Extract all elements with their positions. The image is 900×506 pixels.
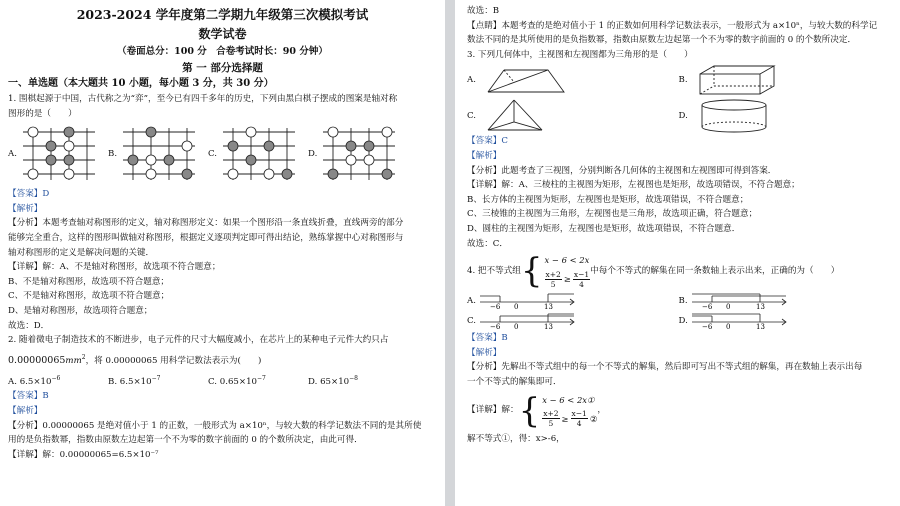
q4-option-a [467, 291, 679, 311]
q4-label-c: C. [467, 316, 477, 327]
q2-exp-a: −6 [51, 374, 61, 382]
exam-info: （卷面总分：100 分 合卷考试时长：90 分钟） [117, 46, 328, 57]
q4-detail-frac2-den: 4 [576, 419, 582, 429]
q4-stem-post: 中每个不等式的解集在同一条数轴上表示出来，正确的为（ ） [590, 265, 840, 276]
q3-answer: 【答案】C [467, 136, 508, 147]
q2-mant-a: 6.5×10 [19, 376, 52, 387]
q2-mant-b: 6.5×10 [119, 376, 152, 387]
q3-option-b [679, 64, 891, 96]
q4-label-b: B. [678, 296, 688, 307]
q4-fenxi-2: 一个不等式的解集即可． [467, 376, 562, 387]
q2-label-c: C. [208, 376, 218, 387]
q4-ineq1: x − 6 < 2x [544, 255, 590, 266]
cuboid-icon [696, 64, 786, 96]
q4-detail-frac2 [571, 409, 588, 428]
q1-option-b [108, 126, 208, 182]
q2-mant-d: 65×10 [320, 376, 350, 387]
q4-geq: ≥ [563, 274, 571, 285]
q2-value: 0.00000065 [8, 354, 66, 366]
q1-conclusion: 故选：D． [8, 320, 50, 331]
q4-frac1-den: 5 [550, 279, 556, 289]
q4-options-row2 [467, 311, 890, 331]
q4-a-tick-13: 13 [543, 303, 553, 311]
q4-d-tick-13: 13 [755, 323, 765, 331]
q4-frac2-den: 4 [579, 279, 584, 289]
q3-label-b: B. [678, 75, 688, 86]
q4-d-tick-0: 0 [725, 323, 731, 331]
q2-fenxi-2: 用的是负指数幂，指数由原数左边起第一个不为零的数字前面的 0 的个数所决定，由此可得． [8, 435, 363, 446]
q4-label-d: D. [678, 316, 688, 327]
q2-jiexi: 【解析】 [8, 406, 43, 417]
brace-icon-2: { [518, 390, 541, 431]
number-line-a-icon [478, 292, 578, 310]
q4-detail-comma: ， [597, 405, 606, 416]
q3-option-a [467, 64, 679, 96]
q2-option-b [108, 371, 208, 390]
q2-fenxi-1: 【分析】0.00000065 是绝对值小于 1 的正数，一般形式为 a×10ⁿ，与较大数的科学记数法不同的是其所使 [8, 420, 422, 431]
q4-option-c [467, 311, 679, 331]
go-board-d-icon [319, 126, 399, 182]
exam-title: 2023-2024 学年度第二学期九年级第三次模拟考试 [76, 7, 369, 22]
q4-b-tick-m6: −6 [701, 303, 712, 311]
q4-system-lines [545, 253, 591, 289]
q1-detail-d: D、是轴对称图形，故选项符合题意； [8, 305, 153, 316]
q1-option-c [208, 126, 308, 182]
q2-option-d [308, 371, 408, 390]
q3-fenxi: 【分析】此题考查了三视图，分别判断各几何体的主视图和左视图即可得到答案． [467, 165, 777, 176]
q3-option-c [467, 98, 679, 134]
q4-solve-1: 解不等式①，得：x>-6， [467, 433, 565, 444]
q4-detail-lines [542, 393, 597, 429]
q4-detail-ineq1: x − 6 < 2x① [542, 394, 595, 405]
q4-frac2-num: x−1 [573, 269, 590, 279]
q2-label-a: A. [8, 376, 17, 387]
q1-option-a [8, 126, 108, 182]
q4-detail-frac1 [542, 409, 559, 428]
q2-answer: 【答案】B [8, 391, 49, 402]
q4-c-tick-m6: −6 [490, 323, 501, 331]
q1-stem-line2: 图形的是（ ） [8, 108, 77, 119]
q4-frac1-num: x+2 [545, 269, 561, 279]
q4-frac1 [545, 270, 562, 289]
part-heading: 第 一 部分选择题 [182, 62, 263, 74]
q3-detail-d: D、圆柱的主视图为矩形，左视图也是矩形，故选项错误，不符合题意． [467, 223, 741, 234]
q3-label-a: A. [467, 75, 476, 86]
q4-c-tick-0: 0 [514, 323, 519, 331]
q4-detail-frac1-num: x+2 [543, 409, 559, 419]
q4-d-tick-m6: −6 [701, 323, 713, 331]
cylinder-icon [696, 98, 786, 134]
q2-label-d: D. [308, 376, 318, 387]
section-heading: 一、单选题（本大题共 10 小题，每小题 3 分，共 30 分） [8, 78, 274, 89]
q4-detail-geq: ≥ [561, 413, 569, 424]
go-board-a-icon [19, 126, 99, 182]
q3-label-c: C. [467, 111, 477, 122]
q4-option-d [679, 311, 891, 331]
q4-a-tick-m6: −6 [489, 303, 501, 311]
q1-detail-b: B、不是轴对称图形，故选项不符合题意； [8, 276, 170, 287]
q1-label-d: D. [308, 149, 318, 160]
q3-label-d: D. [678, 111, 688, 122]
q3-option-d [679, 98, 891, 134]
q4-label-a: A. [467, 296, 476, 307]
q4-option-b [679, 291, 891, 311]
number-line-d-icon [690, 312, 790, 330]
q1-fenxi-2: 能够完全重合，这样的图形叫做轴对称图形，根据定义逐项判定即可得出结论，熟练掌握中心对称图形与 [8, 232, 404, 243]
q3-jiexi: 【解析】 [467, 150, 502, 161]
document-page-left [0, 0, 445, 506]
number-line-c-icon [478, 312, 578, 330]
q2-label-b: B. [108, 376, 118, 387]
q4-detail-label: 【详解】解： [467, 405, 519, 416]
q3-stem: 3. 下列几何体中，主视图和左视图都为三角形的是（ ） [467, 49, 693, 60]
q1-jiexi: 【解析】 [8, 203, 43, 214]
q2-stem-line2 [8, 348, 437, 371]
q4-b-tick-0: 0 [725, 303, 731, 311]
q4-detail-ineq2 [542, 409, 597, 428]
q2-detail: 【详解】解：0.00000065=6.5×10⁻⁷ [8, 449, 159, 460]
q3-detail-c: C、三棱锥的主视图为三角形，左视图也是三角形，故选项正确，符合题意； [467, 209, 758, 220]
go-board-c-icon [219, 126, 299, 182]
q4-system [520, 251, 590, 292]
q2-exp-b: −7 [151, 374, 161, 382]
q4-b-tick-13: 13 [755, 303, 765, 311]
triangular-prism-icon [484, 64, 574, 96]
q4-detail-frac2-num: x−1 [571, 409, 587, 419]
q4-c-tick-13: 13 [544, 323, 553, 331]
q2-dianjing-1: 【点睛】本题考查的是绝对值小于 1 的正数如何用科学记数法表示，一般形式为 a×10ⁿ，与较大数的科学记 [467, 20, 878, 31]
q1-detail-c: C、不是轴对称图形，故选项不符合题意； [8, 291, 170, 302]
q1-answer: 【答案】D [8, 189, 50, 200]
q3-detail-b: B、长方体的主视图为矩形，左视图也是矩形，故选项错误，不符合题意； [467, 194, 749, 205]
q3-options-row1 [467, 62, 890, 98]
q2-exp-d: −8 [349, 374, 358, 382]
q4-answer: 【答案】B [467, 333, 508, 344]
page-gap [445, 0, 455, 506]
q4-jiexi: 【解析】 [467, 347, 502, 358]
q3-detail: 【详解】解：A、三棱柱的主视图为矩形，左视图也是矩形，故选项错误，不符合题意； [467, 180, 800, 191]
q4-detail-frac1-den: 5 [548, 419, 554, 429]
q4-stem-pre: 4. 把不等式组 [467, 265, 521, 276]
q2-dianjing-2: 数法不同的是其所使用的是负指数幂，指数由原数左边起第一个不为零的数字前面的 0 的个数所决定． [467, 35, 857, 46]
q2-stem-rest: ，将 0.00000065 用科学记数法表示为( ) [85, 355, 262, 366]
q4-fenxi-1: 【分析】先解出不等式组中的每一个不等式的解集，然后即可写出不等式组的解集，再在数轴上表示出每 [467, 362, 863, 373]
brace-icon: { [520, 251, 543, 292]
q4-detail-system [518, 390, 598, 431]
q2-option-a [8, 371, 108, 390]
q1-stem-line1: 1. 围棋起源于中国，古代称之为“弈”，至今已有四千多年的历史，下列由黑白棋子摆成的图案是轴对称 [8, 94, 398, 104]
q2-unit-exp: 2 [81, 353, 86, 361]
q2-option-c [208, 371, 308, 390]
q1-label-c: C. [208, 149, 218, 160]
q2-unit: mm [65, 355, 82, 366]
q4-ineq2 [545, 270, 591, 289]
q2-options [8, 371, 437, 390]
q2-conclusion: 故选：B [467, 6, 500, 16]
q3-conclusion: 故选：C． [467, 238, 508, 249]
q1-fenxi-3: 轴对称图形的定义是解决问题的关键． [8, 247, 155, 258]
triangular-pyramid-icon [484, 98, 574, 134]
q1-label-a: A. [8, 149, 17, 160]
q3-options-row2 [467, 98, 890, 134]
q1-detail: 【详解】解：A、不是轴对称图形，故选项不符合题意； [8, 262, 221, 273]
q1-option-d [308, 126, 408, 182]
go-board-b-icon [119, 126, 199, 182]
q4-a-tick-0: 0 [513, 303, 519, 311]
q4-detail-tag2: ② [589, 413, 598, 424]
number-line-b-icon [690, 292, 790, 310]
q4-detail [467, 390, 890, 432]
q1-options [8, 123, 437, 185]
document-page-right [455, 0, 900, 506]
q2-stem-line1: 2. 随着微电子制造技术的不断进步，电子元件的尺寸大幅度减小，在芯片上的某种电子元件大约只占 [8, 335, 389, 346]
q4-frac2 [573, 270, 590, 289]
q4-stem [467, 251, 890, 291]
q4-options-row1 [467, 291, 890, 311]
q2-exp-c: −7 [257, 374, 266, 382]
q1-fenxi-1: 【分析】本题考查轴对称图形的定义，轴对称图形定义：如果一个图形沿一条直线折叠，直线两旁的部分 [8, 218, 404, 229]
exam-subtitle: 数学试卷 [198, 27, 247, 41]
q2-mant-c: 0.65×10 [219, 376, 258, 387]
q1-label-b: B. [108, 149, 118, 160]
